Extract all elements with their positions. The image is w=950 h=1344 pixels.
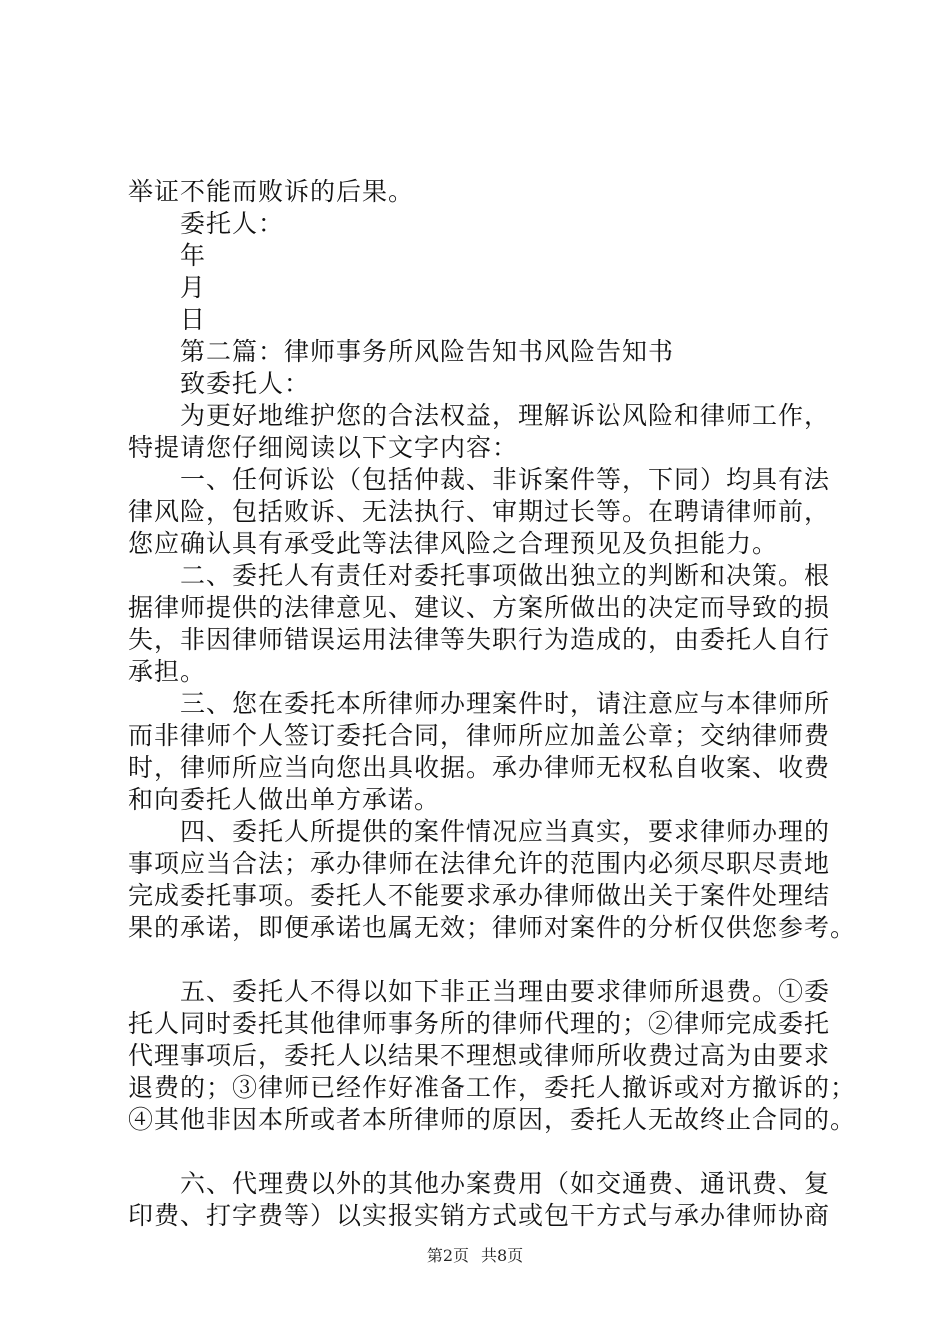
paragraph-intro-line: 为更好地维护您的合法权益，理解诉讼风险和律师工作， bbox=[180, 401, 831, 430]
date-year-label: 年 bbox=[180, 241, 207, 270]
paragraph-4-line: 四、委托人所提供的案件情况应当真实，要求律师办理的 bbox=[180, 817, 831, 846]
paragraph-5-line: 托人同时委托其他律师事务所的律师代理的；②律师完成委托 bbox=[128, 1009, 831, 1038]
paragraph-6-line: 六、代理费以外的其他办案费用（如交通费、通讯费、复 bbox=[180, 1169, 831, 1198]
paragraph-1-line: 一、任何诉讼（包括仲裁、非诉案件等，下同）均具有法 bbox=[180, 465, 831, 494]
paragraph-3-line: 三、您在委托本所律师办理案件时，请注意应与本律师所 bbox=[180, 689, 831, 718]
paragraph-4-line: 完成委托事项。委托人不能要求承办律师做出关于案件处理结 bbox=[128, 881, 831, 910]
paragraph-1-line: 您应确认具有承受此等法律风险之合理预见及负担能力。 bbox=[128, 529, 779, 558]
paragraph-5-line: 代理事项后，委托人以结果不理想或律师所收费过高为由要求 bbox=[128, 1041, 831, 1070]
paragraph-gap bbox=[128, 1136, 848, 1168]
paragraph-5-line: 退费的；③律师已经作好准备工作，委托人撤诉或对方撤诉的； bbox=[128, 1073, 857, 1102]
page-total: 共8页 bbox=[481, 1246, 524, 1265]
text-line: 举证不能而败诉的后果。 bbox=[128, 177, 415, 206]
paragraph-2-line: 据律师提供的法律意见、建议、方案所做出的决定而导致的损 bbox=[128, 593, 831, 622]
paragraph-5-line: 五、委托人不得以如下非正当理由要求律师所退费。①委 bbox=[180, 977, 831, 1006]
page-number: 第2页 bbox=[426, 1246, 469, 1265]
paragraph-6-line: 印费、打字费等）以实报实销方式或包干方式与承办律师协商 bbox=[128, 1201, 831, 1230]
paragraph-1-line: 律风险，包括败诉、无法执行、审期过长等。在聘请律师前， bbox=[128, 497, 831, 526]
paragraph-2-line: 承担。 bbox=[128, 657, 207, 686]
section-heading: 第二篇：律师事务所风险告知书风险告知书 bbox=[180, 337, 675, 366]
page-footer bbox=[0, 1243, 950, 1266]
paragraph-4-line: 果的承诺，即便承诺也属无效；律师对案件的分析仅供您参考。 bbox=[128, 913, 857, 942]
paragraph-gap bbox=[128, 944, 848, 976]
paragraph-intro-line: 特提请您仔细阅读以下文字内容： bbox=[128, 433, 519, 462]
date-month-label: 月 bbox=[180, 273, 207, 302]
paragraph-5-line: ④其他非因本所或者本所律师的原因，委托人无故终止合同的。 bbox=[128, 1105, 857, 1134]
paragraph-3-line: 而非律师个人签订委托合同，律师所应加盖公章；交纳律师费 bbox=[128, 721, 831, 750]
date-day-label: 日 bbox=[180, 305, 207, 334]
client-signature-label: 委托人： bbox=[180, 209, 285, 238]
paragraph-3-line: 时，律师所应当向您出具收据。承办律师无权私自收案、收费 bbox=[128, 753, 831, 782]
document-body bbox=[128, 176, 857, 1232]
paragraph-4-line: 事项应当合法；承办律师在法律允许的范围内必须尽职尽责地 bbox=[128, 849, 831, 878]
paragraph-3-line: 和向委托人做出单方承诺。 bbox=[128, 785, 441, 814]
paragraph-2-line: 失，非因律师错误运用法律等失职行为造成的，由委托人自行 bbox=[128, 625, 831, 654]
paragraph-2-line: 二、委托人有责任对委托事项做出独立的判断和决策。根 bbox=[180, 561, 831, 590]
salutation: 致委托人： bbox=[180, 369, 311, 398]
